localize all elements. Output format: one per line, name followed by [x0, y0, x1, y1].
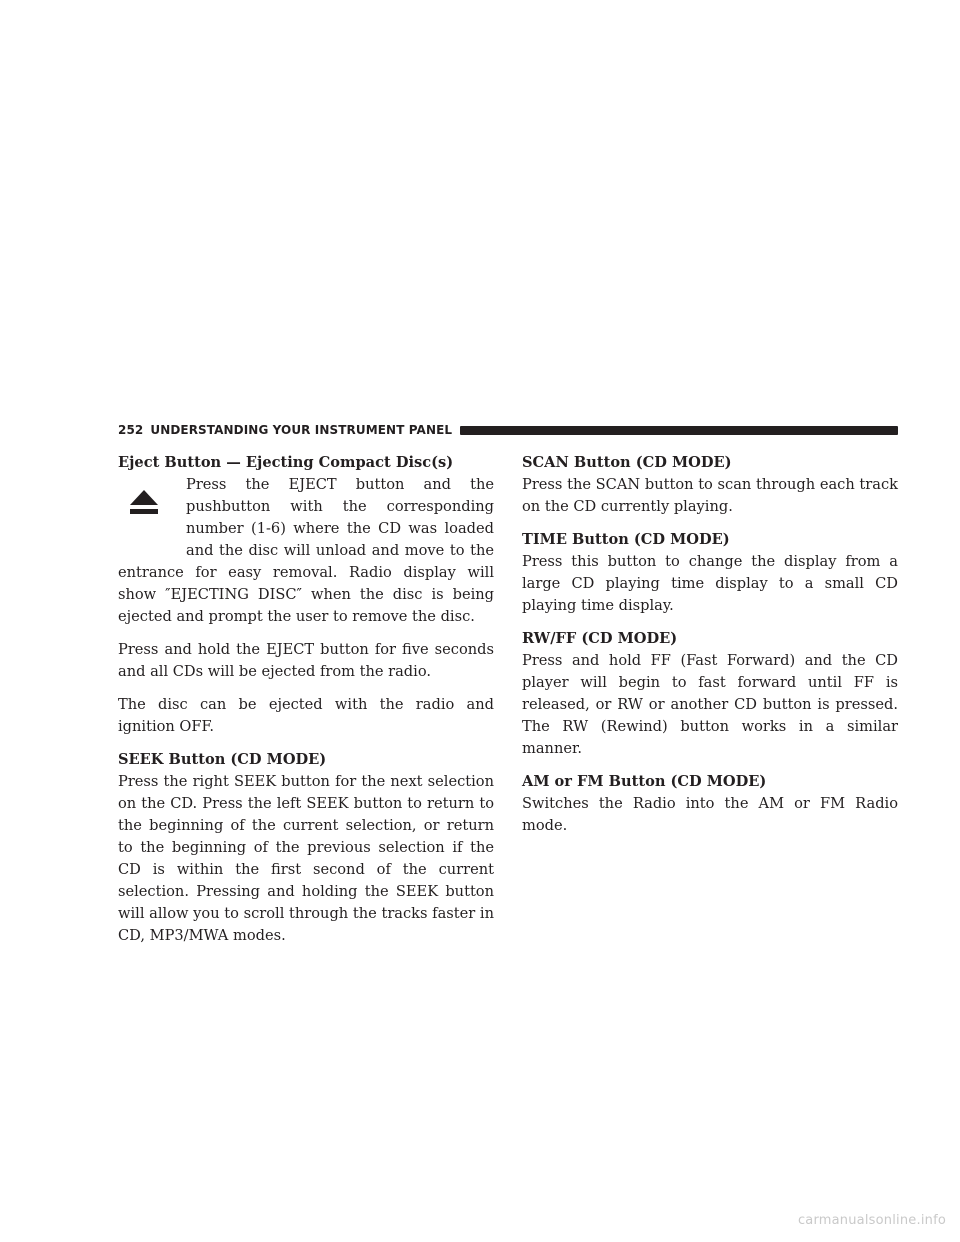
scan-section	[522, 452, 898, 518]
time-paragraph: Press this button to change the display from a large CD playing time display to a small CD playing time display.	[522, 553, 898, 614]
amfm-paragraph: Switches the Radio into the AM or FM Radio mode.	[522, 795, 898, 834]
eject-heading: Eject Button — Ejecting Compact Disc(s)	[118, 454, 454, 471]
watermark: carmanualsonline.info	[797, 1213, 946, 1228]
seek-paragraph: Press the right SEEK button for the next selection on the CD. Press the left SEEK button to return to the beginning of the current selection, or return to the beginning of the previous selection if the CD is within the first second of the current selection. Pressing and holding the SEEK button will allow you to scroll through the tracks faster in CD, MP3/MWA modes.	[118, 773, 494, 944]
header-rule	[460, 426, 898, 435]
eject-paragraph-2: Press and hold the EJECT button for five seconds and all CDs will be ejected from the radio.	[118, 641, 494, 680]
time-section	[522, 529, 898, 617]
eject-section	[118, 452, 494, 738]
scan-heading: SCAN Button (CD MODE)	[522, 454, 732, 471]
scan-paragraph: Press the SCAN button to scan through each track on the CD currently playing.	[522, 476, 898, 515]
seek-heading: SEEK Button (CD MODE)	[118, 751, 327, 768]
running-header	[118, 422, 898, 438]
page-number: 252	[118, 423, 144, 437]
seek-section	[118, 749, 494, 947]
time-heading: TIME Button (CD MODE)	[522, 531, 730, 548]
eject-icon	[118, 488, 170, 548]
rwff-paragraph: Press and hold FF (Fast Forward) and the CD player will begin to fast forward until FF is released, or RW or another CD button is pressed. The RW (Rewind) button works in a similar manner.	[522, 652, 898, 757]
rwff-section	[522, 628, 898, 760]
running-header-title: UNDERSTANDING YOUR INSTRUMENT PANEL	[150, 423, 453, 437]
left-column	[118, 452, 494, 958]
right-column	[522, 452, 898, 848]
eject-paragraph-3: The disc can be ejected with the radio and ignition OFF.	[118, 696, 494, 735]
amfm-heading: AM or FM Button (CD MODE)	[522, 773, 767, 790]
rwff-heading: RW/FF (CD MODE)	[522, 630, 678, 647]
amfm-section	[522, 771, 898, 837]
eject-paragraph-1: Press the EJECT button and the pushbutton with the corresponding number (1-6) where the CD was loaded and the disc will unload and move to the entrance for easy removal. Radio display will show ″EJECTING DISC″ when the disc is being ejected and prompt the user to remove the disc.	[118, 476, 494, 625]
